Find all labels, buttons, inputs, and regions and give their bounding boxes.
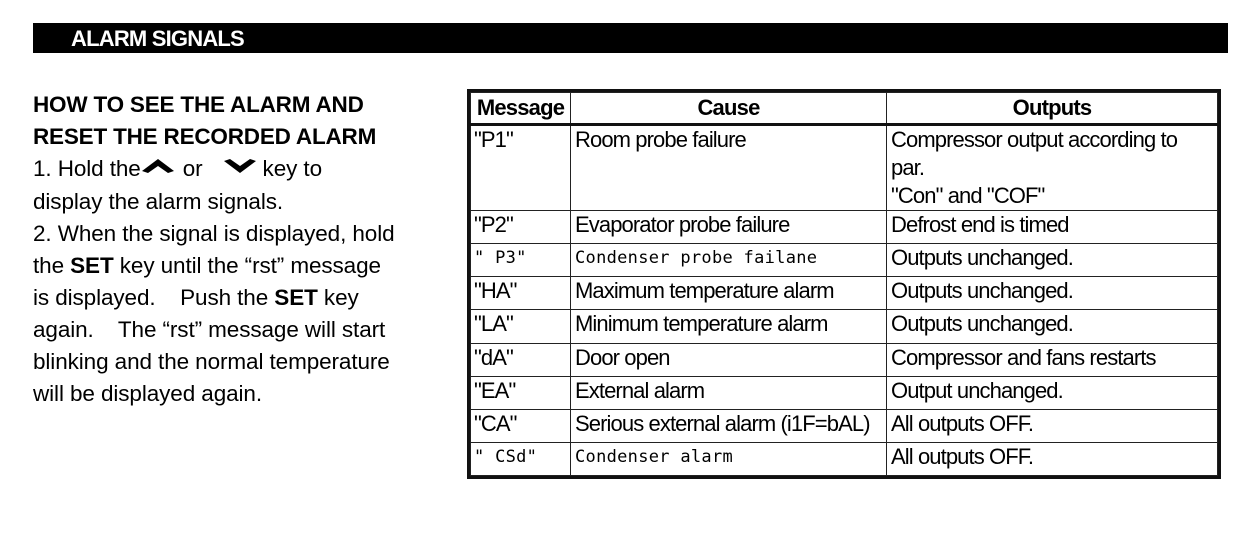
row-cause: External alarm: [571, 376, 887, 409]
table-row: [471, 409, 1218, 442]
step2-line-b: [33, 250, 453, 282]
row-outputs: [887, 125, 1218, 211]
table-row: [471, 244, 1218, 277]
row-message: " P3": [471, 244, 571, 277]
row-outputs: Outputs unchanged.: [887, 277, 1218, 310]
step2-c-post: key: [323, 285, 359, 311]
table-row: [471, 211, 1218, 244]
row-cause: Minimum temperature alarm: [571, 310, 887, 343]
row-cause: Condenser alarm: [571, 442, 887, 475]
header-outputs: Outputs: [887, 93, 1218, 125]
row-message: "dA": [471, 343, 571, 376]
step2-line-f: will be displayed again.: [33, 381, 262, 407]
row-outputs: Outputs unchanged.: [887, 244, 1218, 277]
step1-line-c: display the alarm signals.: [33, 189, 284, 215]
header-message: Message: [471, 93, 571, 125]
row-outputs: Outputs unchanged.: [887, 310, 1218, 343]
step2-line-c: [33, 282, 453, 314]
row-cause: Room probe failure: [571, 125, 887, 211]
row-outputs-line: "Con" and "COF": [891, 183, 1045, 208]
table-row: [471, 310, 1218, 343]
row-outputs: All outputs OFF.: [887, 409, 1218, 442]
set-key-label: SET: [274, 285, 318, 311]
step2-line-e: blinking and the normal temperature: [33, 349, 390, 375]
table-header-row: [471, 93, 1218, 125]
row-cause: Maximum temperature alarm: [571, 277, 887, 310]
row-message: "CA": [471, 409, 571, 442]
row-cause: Serious external alarm (i1F=bAL): [571, 409, 887, 442]
row-cause: Condenser probe failane: [571, 244, 887, 277]
row-cause: Evaporator probe failure: [571, 211, 887, 244]
row-outputs: All outputs OFF.: [887, 442, 1218, 475]
step1-or: or: [182, 156, 203, 181]
chevron-down-icon: [223, 154, 257, 186]
table-row: [471, 376, 1218, 409]
step1-text-a: 1. Hold the: [33, 156, 141, 181]
row-message: "P1": [471, 125, 571, 211]
step2-line-a: 2. When the signal is displayed, hold: [33, 221, 395, 247]
step2-line-d: again. The “rst” message will start: [33, 317, 386, 343]
row-outputs: Compressor and fans restarts: [887, 343, 1218, 376]
table-row: [471, 343, 1218, 376]
instructions-block: [33, 89, 453, 410]
row-message: " CSd": [471, 442, 571, 475]
row-cause: Door open: [571, 343, 887, 376]
table-row: [471, 277, 1218, 310]
step2-b-pre: the: [33, 253, 64, 279]
alarm-table-grid: [470, 92, 1218, 476]
row-message: "LA": [471, 310, 571, 343]
table-row: [471, 442, 1218, 475]
row-outputs-line: Compressor output according to par.: [891, 127, 1178, 180]
row-outputs: Output unchanged.: [887, 376, 1218, 409]
instructions-heading-line1: HOW TO SEE THE ALARM AND: [33, 92, 364, 117]
header-cause: Cause: [571, 93, 887, 125]
alarm-table: [467, 89, 1221, 479]
chevron-up-icon: [141, 154, 175, 186]
section-header-bar: [33, 23, 1228, 53]
step2-c-pre: is displayed. Push the: [33, 285, 269, 311]
step1-line: [33, 153, 453, 186]
row-message: "HA": [471, 277, 571, 310]
instructions-heading-line2: RESET THE RECORDED ALARM: [33, 124, 377, 149]
set-key-label: SET: [70, 253, 114, 279]
row-message: "P2": [471, 211, 571, 244]
table-row: [471, 125, 1218, 211]
row-message: "EA": [471, 376, 571, 409]
step1-text-b: key to: [262, 156, 322, 181]
row-outputs: Defrost end is timed: [887, 211, 1218, 244]
section-title: ALARM SIGNALS: [71, 26, 244, 51]
step2-b-post: key until the “rst” message: [119, 253, 381, 279]
